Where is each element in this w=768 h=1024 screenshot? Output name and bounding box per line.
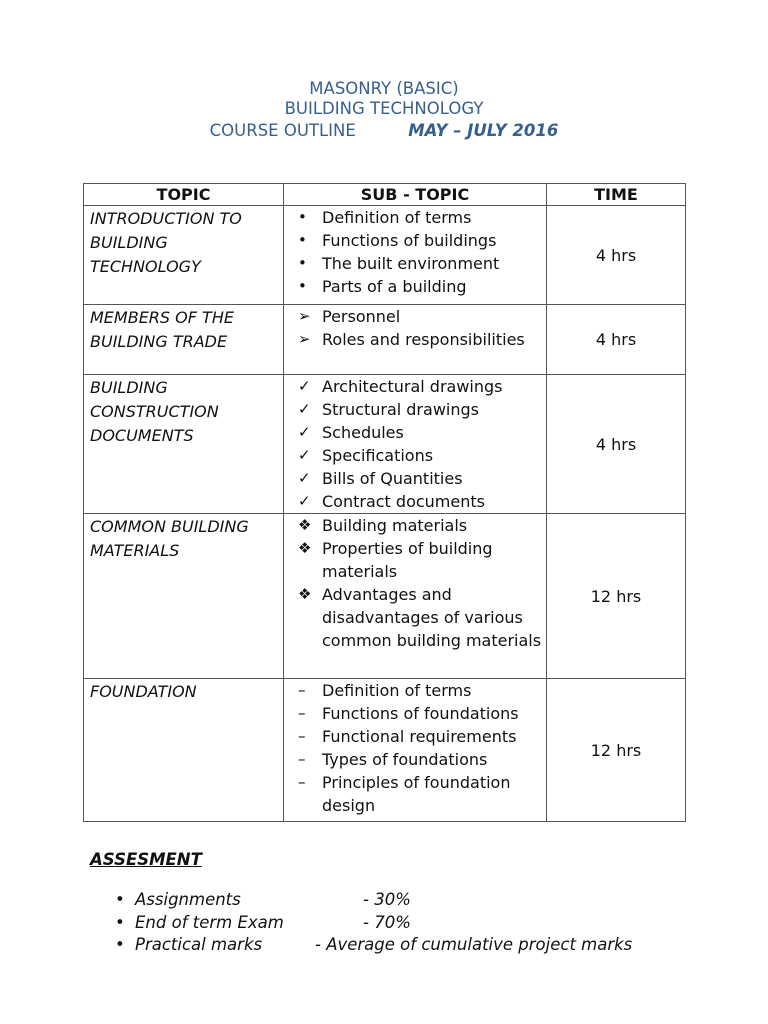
subtopic-text: Functional requirements bbox=[322, 727, 517, 746]
subtopic-text: Schedules bbox=[322, 423, 404, 442]
bullet-icon: • bbox=[115, 935, 125, 954]
assessment-heading: ASSESMENT bbox=[90, 850, 202, 869]
topic-cell bbox=[84, 375, 284, 514]
subtopic-cell bbox=[284, 206, 547, 305]
subtopic-text: Definition of terms bbox=[322, 681, 472, 700]
topic-line: TECHNOLOGY bbox=[90, 257, 201, 276]
bullet-icon: ✓ bbox=[298, 446, 311, 464]
bullet-icon: – bbox=[298, 773, 306, 791]
subtopic-item bbox=[296, 537, 542, 583]
course-title: MASONRY (BASIC) bbox=[309, 79, 459, 98]
time-cell: 12 hrs bbox=[547, 514, 686, 679]
subtopic-cell bbox=[284, 514, 547, 679]
time-cell: 4 hrs bbox=[547, 206, 686, 305]
assessment-value: - 70% bbox=[363, 913, 411, 932]
bullet-icon: ✓ bbox=[298, 377, 311, 395]
subtopic-item bbox=[296, 275, 542, 298]
bullet-icon: • bbox=[298, 254, 307, 272]
subtopic-item bbox=[296, 748, 542, 771]
subtopic-text: Specifications bbox=[322, 446, 434, 465]
table-row bbox=[84, 305, 686, 375]
subtopic-item bbox=[296, 421, 542, 444]
subtopic-item bbox=[296, 702, 542, 725]
topic-line: CONSTRUCTION bbox=[90, 402, 219, 421]
subtopic-text: Contract documents bbox=[322, 492, 485, 511]
header-time: TIME bbox=[547, 184, 686, 206]
subtopic-text: Functions of foundations bbox=[322, 704, 519, 723]
time-cell: 12 hrs bbox=[547, 679, 686, 822]
topic-cell bbox=[84, 679, 284, 822]
subtopic-item bbox=[296, 305, 542, 328]
subtopic-text: Types of foundations bbox=[322, 750, 488, 769]
outline-date: MAY – JULY 2016 bbox=[408, 121, 559, 140]
course-subtitle: BUILDING TECHNOLOGY bbox=[284, 99, 484, 118]
subtopic-text: Architectural drawings bbox=[322, 377, 503, 396]
topic-line: FOUNDATION bbox=[90, 682, 197, 701]
bullet-icon: • bbox=[115, 913, 125, 932]
bullet-icon: • bbox=[298, 277, 307, 295]
subtopic-text: Parts of a building bbox=[322, 277, 467, 296]
assessment-label: Assignments bbox=[135, 890, 241, 909]
subtopic-item bbox=[296, 583, 542, 652]
topic-line: DOCUMENTS bbox=[90, 426, 194, 445]
bullet-icon: ✓ bbox=[298, 400, 311, 418]
bullet-icon: ➢ bbox=[298, 307, 311, 325]
subtopic-text: Structural drawings bbox=[322, 400, 479, 419]
header-topic: TOPIC bbox=[84, 184, 284, 206]
subtopic-text: Definition of terms bbox=[322, 208, 472, 227]
course-outline-table bbox=[83, 183, 686, 822]
subtopic-item bbox=[296, 398, 542, 421]
subtopic-text: Personnel bbox=[322, 307, 401, 326]
bullet-icon: – bbox=[298, 681, 306, 699]
subtopic-item bbox=[296, 514, 542, 537]
topic-cell bbox=[84, 514, 284, 679]
subtopic-item bbox=[296, 444, 542, 467]
bullet-icon: ✓ bbox=[298, 492, 311, 510]
subtopic-item bbox=[296, 679, 542, 702]
assessment-value: - Average of cumulative project marks bbox=[315, 935, 633, 954]
subtopic-cell bbox=[284, 305, 547, 375]
subtopic-item bbox=[296, 490, 542, 513]
table-row bbox=[84, 206, 686, 305]
bullet-icon: ✓ bbox=[298, 469, 311, 487]
table-row bbox=[84, 514, 686, 679]
bullet-icon: ❖ bbox=[298, 585, 312, 603]
subtopic-text: Bills of Quantities bbox=[322, 469, 463, 488]
topic-line: MEMBERS OF THE bbox=[90, 308, 234, 327]
time-cell: 4 hrs bbox=[547, 305, 686, 375]
bullet-icon: ✓ bbox=[298, 423, 311, 441]
subtopic-text: Roles and responsibilities bbox=[322, 330, 525, 349]
topic-line: MATERIALS bbox=[90, 541, 180, 560]
topic-line: INTRODUCTION TO bbox=[90, 209, 242, 228]
topic-line: COMMON BUILDING bbox=[90, 517, 249, 536]
assessment-label: End of term Exam bbox=[135, 913, 284, 932]
subtopic-item bbox=[296, 252, 542, 275]
outline-label: COURSE OUTLINE bbox=[209, 121, 356, 140]
subtopic-text: Properties of building materials bbox=[322, 539, 493, 581]
bullet-icon: – bbox=[298, 704, 306, 722]
subtopic-text: Building materials bbox=[322, 516, 468, 535]
bullet-icon: ➢ bbox=[298, 330, 311, 348]
table-row bbox=[84, 375, 686, 514]
topic-line: BUILDING bbox=[90, 233, 168, 252]
bullet-icon: ❖ bbox=[298, 539, 312, 557]
course-outline-line bbox=[0, 120, 768, 142]
topic-line: BUILDING bbox=[90, 378, 168, 397]
subtopic-item bbox=[296, 771, 542, 817]
bullet-icon: • bbox=[115, 890, 125, 909]
subtopic-item bbox=[296, 229, 542, 252]
table-row bbox=[84, 679, 686, 822]
assessment-value: - 30% bbox=[363, 890, 411, 909]
topic-line: BUILDING TRADE bbox=[90, 332, 228, 351]
subtopic-item bbox=[296, 725, 542, 748]
subtopic-item bbox=[296, 375, 542, 398]
topic-cell bbox=[84, 305, 284, 375]
bullet-icon: – bbox=[298, 727, 306, 745]
header-subtopic: SUB - TOPIC bbox=[284, 184, 547, 206]
subtopic-item bbox=[296, 467, 542, 490]
topic-cell bbox=[84, 206, 284, 305]
assessment-label: Practical marks bbox=[135, 935, 263, 954]
table-header-row bbox=[84, 184, 686, 206]
subtopic-item bbox=[296, 328, 542, 351]
bullet-icon: • bbox=[298, 208, 307, 226]
subtopic-cell bbox=[284, 679, 547, 822]
subtopic-text: The built environment bbox=[322, 254, 500, 273]
subtopic-cell bbox=[284, 375, 547, 514]
subtopic-item bbox=[296, 206, 542, 229]
subtopic-text: Advantages and disadvantages of various common building materials bbox=[322, 585, 542, 650]
bullet-icon: ❖ bbox=[298, 516, 312, 534]
time-cell: 4 hrs bbox=[547, 375, 686, 514]
bullet-icon: • bbox=[298, 231, 307, 249]
bullet-icon: – bbox=[298, 750, 306, 768]
subtopic-text: Principles of foundation design bbox=[322, 773, 511, 815]
subtopic-text: Functions of buildings bbox=[322, 231, 497, 250]
